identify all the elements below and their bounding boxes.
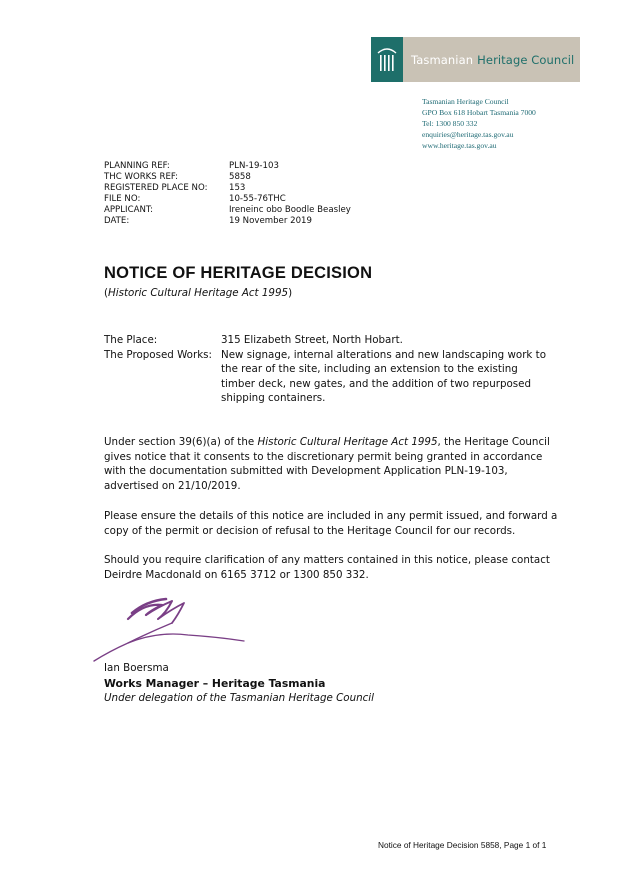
place-section bbox=[104, 333, 554, 406]
consent-paragraph bbox=[104, 435, 554, 493]
permit-paragraph bbox=[104, 509, 558, 538]
page-footer: Notice of Heritage Decision 5858, Page 1 of 1 bbox=[378, 840, 547, 850]
consent-text: Under section 39(6)(a) of the bbox=[104, 436, 258, 448]
consent-line bbox=[104, 435, 554, 450]
works-description bbox=[221, 348, 554, 406]
permit-line: Please ensure the details of this notice are included in any permit issued, and forward a bbox=[104, 510, 558, 522]
logo-text-heritage-council: Heritage Council bbox=[477, 52, 575, 67]
contact-phone: Tel: 1300 850 332 bbox=[422, 119, 478, 128]
consent-act: Historic Cultural Heritage Act 1995 bbox=[257, 436, 438, 448]
ref-value: 153 bbox=[229, 183, 246, 193]
works-line: timber deck, new gates, and the addition of two repurposed bbox=[221, 377, 532, 390]
ref-label: REGISTERED PLACE NO: bbox=[104, 183, 208, 193]
works-line: shipping containers. bbox=[221, 392, 326, 404]
works-label: The Proposed Works: bbox=[104, 348, 213, 361]
works-line: New signage, internal alterations and new landscaping work to bbox=[221, 348, 547, 361]
signer-role: Works Manager – Heritage Tasmania bbox=[104, 677, 326, 690]
contact-line: Should you require clarification of any matters contained in this notice, please contact bbox=[104, 554, 550, 566]
ref-value: 5858 bbox=[229, 172, 251, 182]
contact-paragraph bbox=[104, 553, 554, 582]
contact-email[interactable]: enquiries@heritage.tas.gov.au bbox=[422, 130, 514, 139]
consent-text: , the Heritage Council bbox=[437, 436, 550, 448]
contact-org: Tasmanian Heritage Council bbox=[422, 97, 509, 106]
page-title: NOTICE OF HERITAGE DECISION bbox=[104, 264, 373, 282]
act-name: Historic Cultural Heritage Act 1995 bbox=[108, 287, 289, 299]
signer-name: Ian Boersma bbox=[104, 662, 169, 674]
contact-address: GPO Box 618 Hobart Tasmania 7000 bbox=[422, 108, 536, 117]
act-reference: (Historic Cultural Heritage Act 1995) bbox=[104, 287, 293, 299]
contact-line: Deirdre Macdonald on 6165 3712 or 1300 850 332. bbox=[104, 568, 369, 581]
columns-icon bbox=[371, 37, 403, 82]
consent-line: gives notice that it consents to the discretionary permit being granted in accordance bbox=[104, 450, 543, 463]
heritage-council-logo bbox=[371, 37, 580, 82]
consent-line: with the documentation submitted with Development Application PLN-19-103, bbox=[104, 465, 508, 477]
ref-value: PLN-19-103 bbox=[229, 161, 279, 171]
signer-delegation: Under delegation of the Tasmanian Heritage Council bbox=[104, 692, 375, 704]
ref-label: PLANNING REF: bbox=[104, 161, 170, 171]
ref-value: 19 November 2019 bbox=[229, 216, 312, 226]
place-value: 315 Elizabeth Street, North Hobart. bbox=[221, 334, 403, 346]
signature bbox=[88, 593, 248, 663]
ref-row bbox=[104, 161, 351, 172]
ref-row bbox=[104, 216, 351, 227]
logo-text-tasmanian: Tasmanian bbox=[411, 52, 474, 67]
permit-line: copy of the permit or decision of refusal to the Heritage Council for our records. bbox=[104, 524, 516, 537]
ref-value: 10-55-76THC bbox=[229, 194, 286, 204]
consent-line: advertised on 21/10/2019. bbox=[104, 479, 241, 492]
ref-label: APPLICANT: bbox=[104, 205, 154, 215]
ref-label: THC WORKS REF: bbox=[104, 172, 179, 182]
ref-row bbox=[104, 194, 351, 205]
ref-row bbox=[104, 205, 351, 216]
ref-label: DATE: bbox=[104, 216, 130, 226]
ref-label: FILE NO: bbox=[104, 194, 141, 204]
ref-row bbox=[104, 172, 351, 183]
ref-value: Ireneinc obo Boodle Beasley bbox=[229, 205, 351, 215]
reference-table bbox=[104, 161, 351, 227]
place-row bbox=[104, 333, 554, 348]
works-row bbox=[104, 348, 554, 406]
contact-website[interactable]: www.heritage.tas.gov.au bbox=[422, 141, 497, 150]
contact-block bbox=[422, 96, 536, 151]
works-line: the rear of the site, including an extension to the existing bbox=[221, 363, 518, 375]
signer-block bbox=[104, 661, 404, 706]
ref-row bbox=[104, 183, 351, 194]
place-label: The Place: bbox=[104, 334, 158, 346]
